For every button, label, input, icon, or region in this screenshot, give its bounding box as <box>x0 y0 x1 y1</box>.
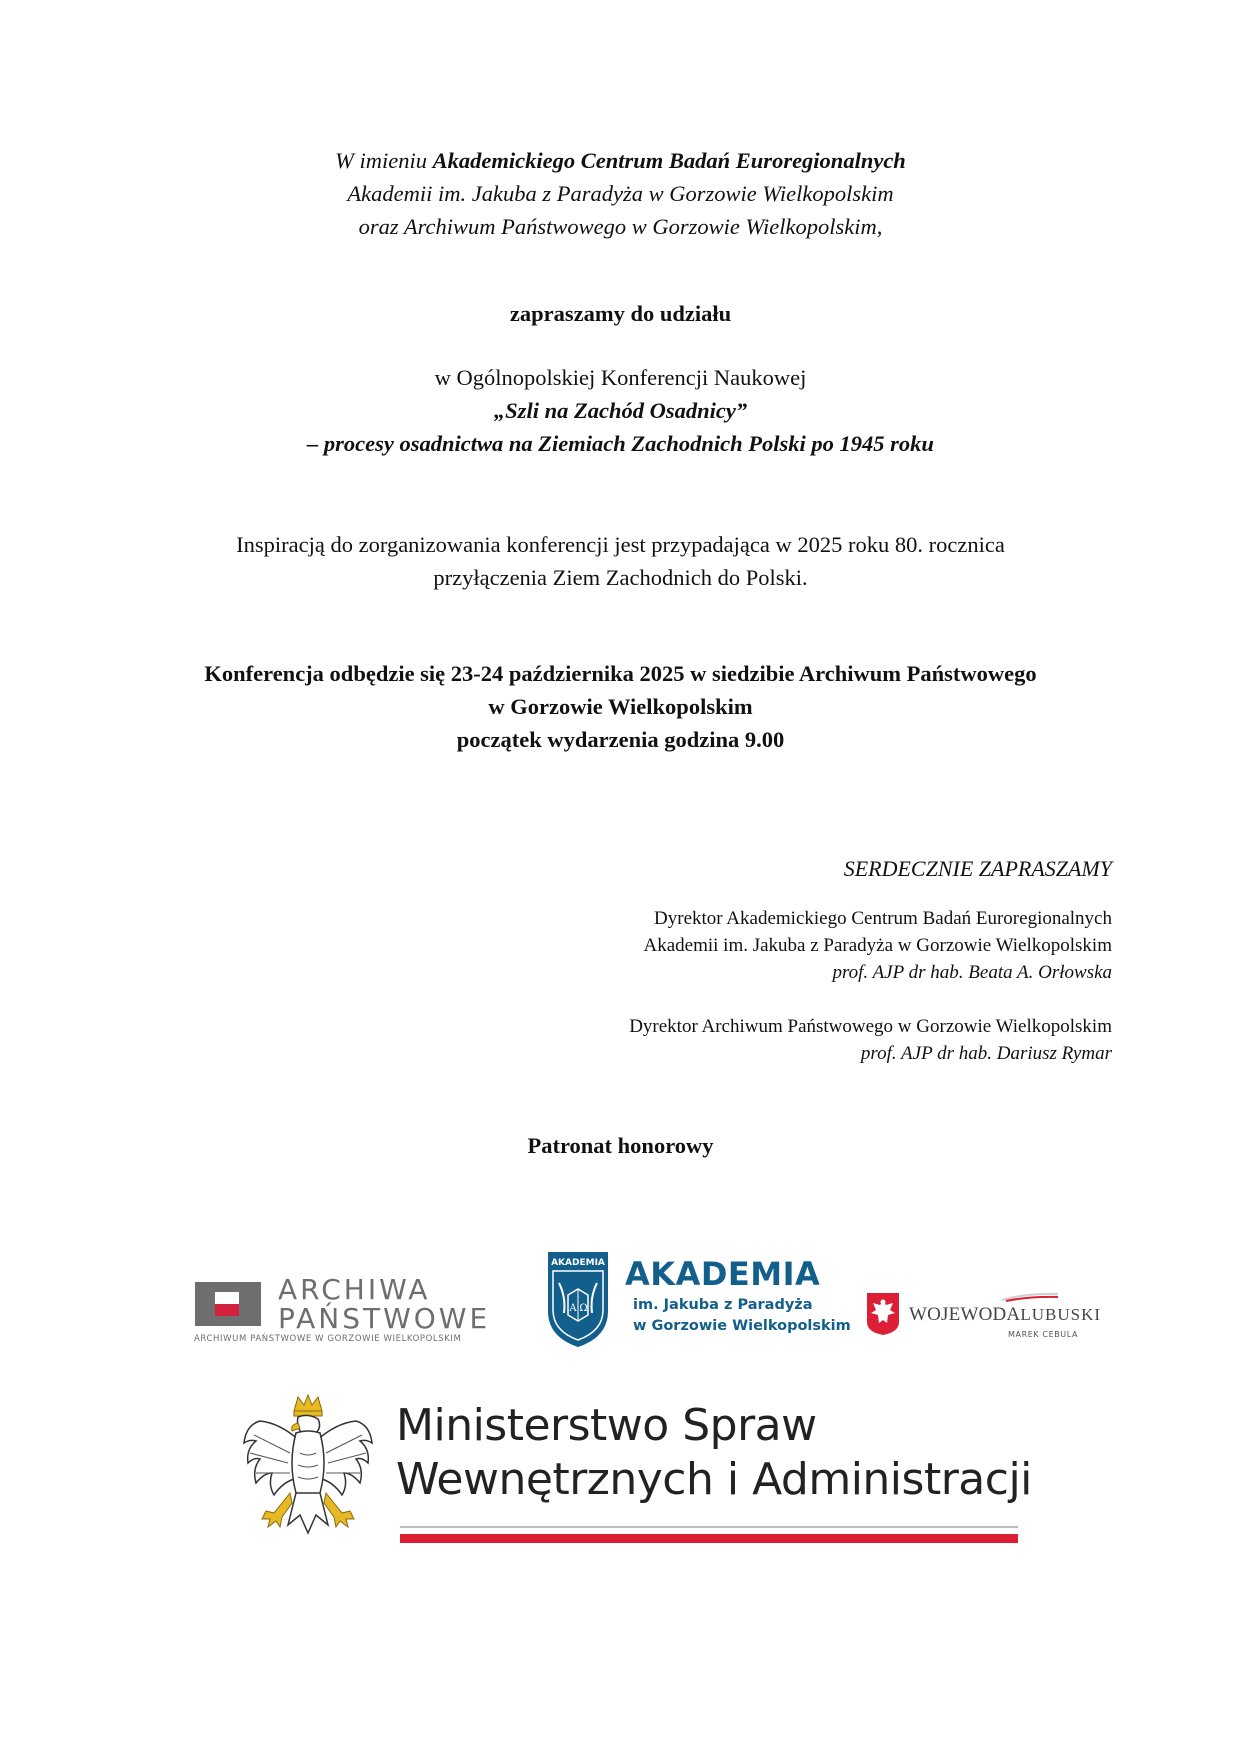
details-line-3: początek wydarzenia godzina 9.00 <box>456 727 785 752</box>
eagle-shield-icon <box>866 1292 900 1336</box>
signature-2-name: prof. AJP dr hab. Dariusz Rymar <box>860 1043 1112 1064</box>
archiwa-line-2: PAŃSTWOWE <box>278 1302 491 1335</box>
wojewoda-name <box>909 1304 1101 1326</box>
white-eagle-icon <box>240 1393 376 1545</box>
conference-line-1: w Ogólnopolskiej Konferencji Naukowej <box>434 365 807 390</box>
patronage-heading: Patronat honorowy <box>527 1133 714 1158</box>
signature-2-role: Dyrektor Archiwum Państwowego w Gorzowie Wielkopolskim <box>629 1016 1112 1037</box>
intro-line-2: Akademii im. Jakuba z Paradyża w Gorzowie Wielkopolskim <box>347 181 894 206</box>
mswia-red-rule <box>400 1534 1018 1543</box>
intro-line-3: oraz Archiwum Państwowego w Gorzowie Wielkopolskim, <box>358 214 883 239</box>
inspiration-line-1: Inspiracją do zorganizowania konferencji jest przypadająca w 2025 roku 80. rocznica <box>236 532 1005 557</box>
closing-text: SERDECZNIE ZAPRASZAMY <box>843 856 1112 881</box>
akademia-crest-icon <box>544 1249 612 1349</box>
archiwa-line-3: ARCHIWUM PAŃSTWOWE W GORZOWIE WIELKOPOLSKIM <box>194 1334 462 1344</box>
svg-text:Α: Α <box>569 1303 577 1314</box>
mswia-line-1: Ministerstwo Spraw <box>396 1400 817 1451</box>
archiwa-line-1: ARCHIWA <box>278 1273 431 1306</box>
svg-text:Ω: Ω <box>579 1303 588 1314</box>
akademia-crest-text: AKADEMIA <box>551 1258 605 1268</box>
mswia-line-2: Wewnętrznych i Administracji <box>396 1454 1032 1505</box>
intro-organizer: Akademickiego Centrum Badań Euroregionalnych <box>432 148 906 173</box>
wojewoda-flag-swoosh-icon <box>1000 1292 1060 1302</box>
archiwa-flag-red <box>215 1304 239 1316</box>
signature-1-role-line-2: Akademii im. Jakuba z Paradyża w Gorzowie Wielkopolskim <box>643 935 1112 956</box>
conference-subtitle: – procesy osadnictwa na Ziemiach Zachodnich Polski po 1945 roku <box>307 431 934 456</box>
archiwa-flag-white <box>215 1292 239 1304</box>
details-line-2: w Gorzowie Wielkopolskim <box>488 694 753 719</box>
akademia-name: AKADEMIA <box>625 1255 821 1293</box>
wojewoda-name-a: WOJEWODA <box>909 1304 1021 1325</box>
intro-line-1 <box>0 145 1241 176</box>
wojewoda-name-b: LUBUSKI <box>1020 1305 1102 1324</box>
akademia-sub-1: im. Jakuba z Paradyża <box>633 1297 813 1313</box>
inspiration-line-2: przyłączenia Ziem Zachodnich do Polski. <box>433 565 808 590</box>
signature-1-name: prof. AJP dr hab. Beata A. Orłowska <box>832 962 1112 983</box>
conference-title: „Szli na Zachód Osadnicy” <box>493 398 748 423</box>
wojewoda-sub: MAREK CEBULA <box>1008 1330 1079 1339</box>
invite-heading: zapraszamy do udziału <box>509 301 732 326</box>
intro-prefix: W imieniu <box>335 148 433 173</box>
details-line-1: Konferencja odbędzie się 23-24 października 2025 w siedzibie Archiwum Państwowego <box>204 661 1037 686</box>
signature-1-role-line-1: Dyrektor Akademickiego Centrum Badań Euroregionalnych <box>654 908 1112 929</box>
akademia-sub-2: w Gorzowie Wielkopolskim <box>633 1318 851 1334</box>
mswia-grey-rule <box>400 1526 1018 1528</box>
